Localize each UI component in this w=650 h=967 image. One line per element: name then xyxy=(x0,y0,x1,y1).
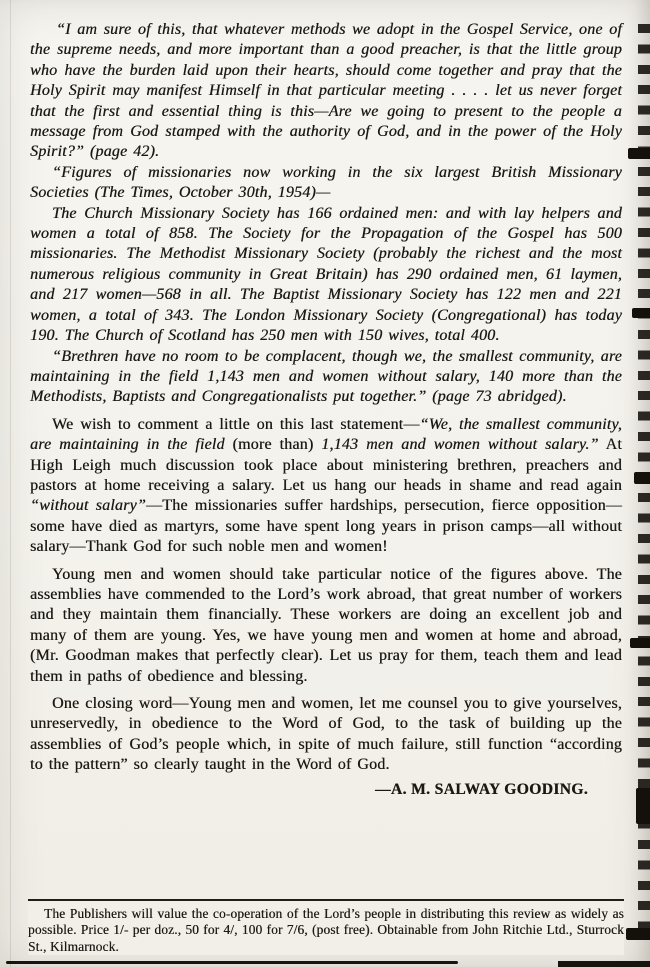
figures-quote-paragraph: “Figures of missionaries now working in the six largest British Missionary Societies (The Times, October 30th, 1954)— xyxy=(30,163,622,202)
quoted-text-run: “We, the smallest community, are maintaining in the field xyxy=(30,415,623,454)
publisher-note-text: The Publishers will value the co-operation of the Lord’s people in distributing this review as widely as possible. Price 1/- per doz., 50 for 4/, 100 for 7/6, (post free). Obtainable from John Ritchie Ltd., Sturrock St., Kilmarnock. xyxy=(28,905,624,954)
text-run: We wish to comment a little on this last statement— xyxy=(52,415,420,433)
closing-word-paragraph: One closing word—Young men and women, let me counsel you to give yourselves, unreservedly, in obedience to the Word of God, to the task of building up the assemblies of God’s people which, in spite of much failure, still function “according to the pattern” so clearly taught in the Word of God. xyxy=(30,695,622,774)
text-run: (more than) xyxy=(232,436,322,454)
publisher-note xyxy=(28,899,624,955)
scan-artifact xyxy=(628,148,650,159)
scan-artifact xyxy=(626,928,650,940)
page-left-edge-line xyxy=(10,0,11,967)
text-run: At High Leigh much discussion took place about ministering brethren, preachers and pastors at home receiving a salary. Let us hang our heads in shame and read again xyxy=(30,436,622,494)
brethren-quote-paragraph: “Brethren have no room to be complacent, though we, the smallest community, are maintaining in the field 1,143 men and women without salary, 140 more than the Methodists, Baptists and Congregationalists put together.” (page 73 abridged). xyxy=(30,347,622,406)
quoted-text-run: “without salary” xyxy=(30,497,146,515)
opening-quote-paragraph: “I am sure of this, that whatever methods we adopt in the Gospel Service, one of the supreme needs, and more important than a good preacher, is that the little group who have the burden laid upon their hearts, should come together and pray that the Holy Spirit may manifest Himself in that particular meeting . . . . let us never forget that the first and essential thing is this—Are we going to present to the people a message from God stamped with the authority of God, and in the power of the Holy Spirit?” (page 42). xyxy=(30,21,622,161)
quoted-text-run: 1,143 men and women without salary.” xyxy=(321,436,599,454)
young-men-paragraph: Young men and women should take particular notice of the figures above. The assemblies have commended to the Lord’s work abroad, that great number of workers and they maintain them financially. These workers are doing an excellent job and many of them are young. Yes, we have young men and women at home and abroad, (Mr. Goodman makes that perfectly clear). Let us pray for them, teach them and lead them in paths of obedience and blessing. xyxy=(30,565,622,685)
scan-artifact xyxy=(558,961,650,967)
scan-artifact xyxy=(634,472,650,484)
author-signature: —A. M. SALWAY GOODING. xyxy=(374,780,588,798)
scan-artifact xyxy=(632,308,650,318)
societies-statistics-paragraph: The Church Missionary Society has 166 ordained men: and with lay helpers and women a total of 858. The Society for the Propagation of the Gospel has 500 missionaries. The Methodist Missionary Society (probably the richest and the most numerous religious community in Great Britain) has 290 ordained men, 61 laymen, and 217 women—568 in all. The Baptist Missionary Society has 122 men and 221 women, a total of 343. The London Missionary Society (Congregational) has today 190. The Church of Scotland has 250 men with 150 wives, total 400. xyxy=(30,204,622,345)
scan-bottom-edge xyxy=(6,961,458,964)
scan-artifact xyxy=(630,638,650,648)
article-body xyxy=(30,20,622,799)
text-run: —The missionaries suffer hardships, persecution, fierce opposition—some have died as martyrs, some have spent long years in prison camps—all without salary—Thank God for such noble men and women! xyxy=(30,497,623,556)
commentary-paragraph xyxy=(30,415,622,558)
scan-artifact xyxy=(636,788,650,824)
